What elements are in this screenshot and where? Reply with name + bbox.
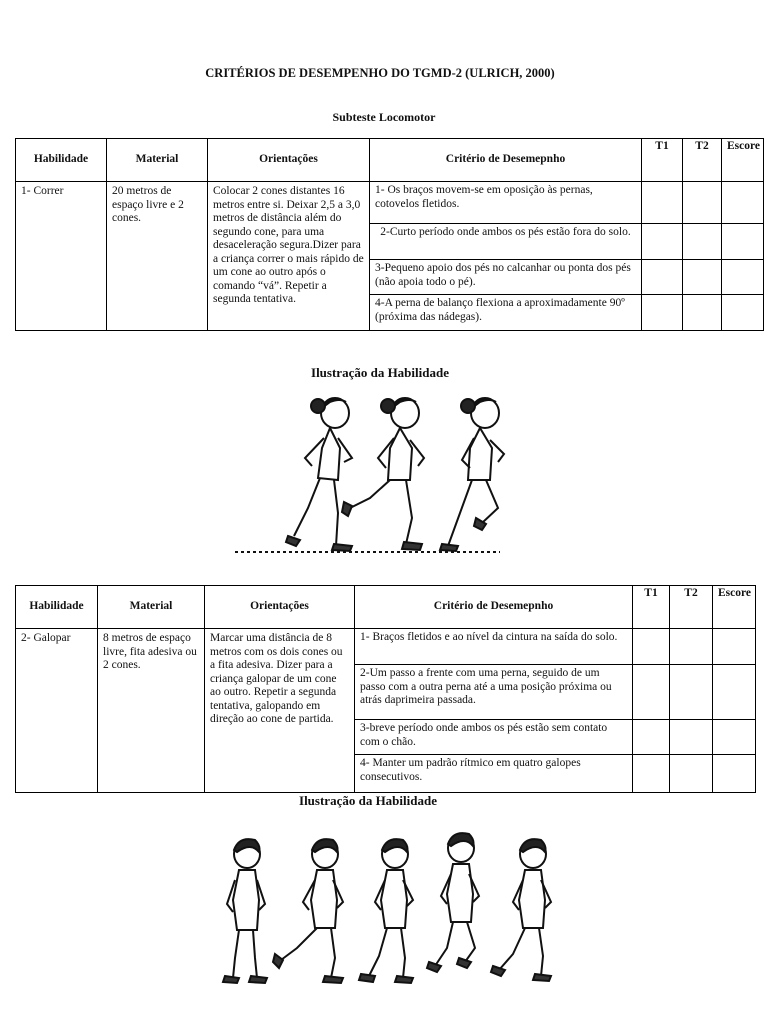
- cell-escore[interactable]: [713, 665, 756, 720]
- header-material: Material: [98, 586, 205, 629]
- document-title: CRITÉRIOS DE DESEMPENHO DO TGMD-2 (ULRICH, 2000): [205, 66, 555, 80]
- header-criterio: Critério de Desemepnho: [355, 586, 633, 629]
- criteria-table-correr: [15, 138, 764, 331]
- galloping-illustration: [205, 830, 565, 990]
- cell-escore[interactable]: [722, 182, 764, 224]
- cell-t2-score[interactable]: [683, 224, 722, 260]
- cell-criterio-2: 2-Um passo a frente com uma perna, seguido de um passo com a outra perna até a uma posição próxima ou atrás daprimeira passada.: [355, 665, 633, 720]
- cell-t1-score[interactable]: [633, 755, 670, 793]
- cell-criterio-3: 3-Pequeno apoio dos pés no calcanhar ou ponta dos pés (não apoia todo o pé).: [370, 260, 642, 295]
- cell-t2-score[interactable]: [683, 295, 722, 331]
- cell-habilidade: 1- Correr: [16, 182, 107, 331]
- cell-t1-score[interactable]: [642, 260, 683, 295]
- illustration-title-galopar: Ilustração da Habilidade: [299, 793, 437, 808]
- cell-material: 8 metros de espaço livre, fita adesiva ou 2 cones.: [98, 629, 205, 793]
- cell-t2-score[interactable]: [683, 260, 722, 295]
- cell-t1-score[interactable]: [642, 182, 683, 224]
- cell-t1-score[interactable]: [642, 295, 683, 331]
- cell-t1-score[interactable]: [633, 720, 670, 755]
- document-subtitle: Subteste Locomotor: [332, 110, 436, 124]
- header-orientacoes: Orientações: [208, 139, 370, 182]
- cell-orientacoes: Colocar 2 cones distantes 16 metros entre si. Deixar 2,5 a 3,0 metros de distância além do segundo cone, para uma desaceleração segura.Dizer para a criança correr o mais rápido de um cone ao outro após o comando “vá”. Repetir a segunda tentativa.: [208, 182, 370, 331]
- cell-material: 20 metros de espaço livre e 2 cones.: [107, 182, 208, 331]
- cell-escore[interactable]: [713, 755, 756, 793]
- header-t2: T2: [670, 586, 713, 629]
- header-escore: Escore: [713, 586, 756, 629]
- header-t2: T2: [683, 139, 722, 182]
- cell-orientacoes: Marcar uma distância de 8 metros com os dois cones ou a fita adesiva. Dizer para a criança galopar de um cone ao outro. Repetir a segunda tentativa, galopando em direção ao cone de partida.: [205, 629, 355, 793]
- header-t1: T1: [633, 586, 670, 629]
- cell-t1-score[interactable]: [642, 224, 683, 260]
- cell-escore[interactable]: [713, 720, 756, 755]
- header-habilidade: Habilidade: [16, 586, 98, 629]
- cell-t1-score[interactable]: [633, 665, 670, 720]
- cell-t2-score[interactable]: [670, 755, 713, 793]
- running-illustration: [230, 388, 520, 558]
- cell-criterio-2: 2-Curto período onde ambos os pés estão fora do solo.: [370, 224, 642, 260]
- header-t1: T1: [642, 139, 683, 182]
- cell-habilidade: 2- Galopar: [16, 629, 98, 793]
- cell-t2-score[interactable]: [670, 720, 713, 755]
- cell-escore[interactable]: [722, 295, 764, 331]
- cell-criterio-4: 4- Manter um padrão rítmico em quatro galopes consecutivos.: [355, 755, 633, 793]
- header-habilidade: Habilidade: [16, 139, 107, 182]
- cell-criterio-4: 4-A perna de balanço flexiona a aproximadamente 90º (próxima das nádegas).: [370, 295, 642, 331]
- cell-t2-score[interactable]: [670, 629, 713, 665]
- cell-t1-score[interactable]: [633, 629, 670, 665]
- header-orientacoes: Orientações: [205, 586, 355, 629]
- header-criterio: Critério de Desemepnho: [370, 139, 642, 182]
- cell-t2-score[interactable]: [670, 665, 713, 720]
- cell-criterio-3: 3-breve período onde ambos os pés estão sem contato com o chão.: [355, 720, 633, 755]
- criteria-table-galopar: [15, 585, 756, 793]
- cell-escore[interactable]: [713, 629, 756, 665]
- header-material: Material: [107, 139, 208, 182]
- cell-t2-score[interactable]: [683, 182, 722, 224]
- illustration-title-correr: Ilustração da Habilidade: [311, 365, 449, 380]
- cell-escore[interactable]: [722, 260, 764, 295]
- cell-criterio-1: 1- Os braços movem-se em oposição às pernas, cotovelos fletidos.: [370, 182, 642, 224]
- header-escore: Escore: [722, 139, 764, 182]
- cell-criterio-1: 1- Braços fletidos e ao nível da cintura na saída do solo.: [355, 629, 633, 665]
- cell-escore[interactable]: [722, 224, 764, 260]
